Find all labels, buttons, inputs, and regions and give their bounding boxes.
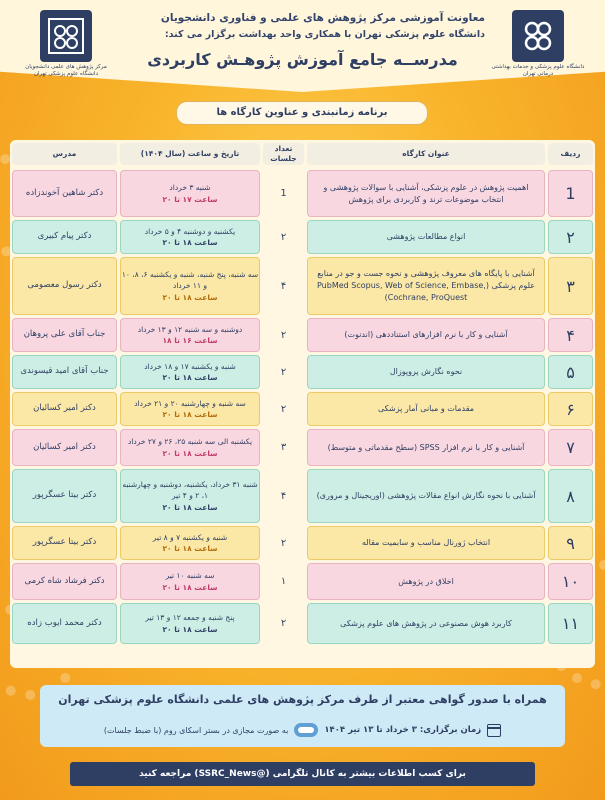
header-name: عنوان کارگاه: [307, 143, 545, 165]
workshop-date: [120, 220, 260, 254]
header-instructor: مدرس: [12, 143, 117, 165]
table-row: [10, 257, 595, 315]
date-text: پنج شنبه و جمعه ۱۲ و ۱۳ تیر: [145, 613, 235, 623]
workshop-date: [120, 392, 260, 426]
session-count: ۲: [280, 403, 287, 415]
workshop-title: آشنایی با نحوه نگارش انواع مقالات پژوهشی (اوریجینال و مروری): [307, 469, 545, 523]
time-text: ساعت ۱۸ تا ۲۰: [162, 238, 218, 247]
table-row: [10, 392, 595, 426]
session-count: ۲: [280, 618, 287, 629]
footer-info-box: [40, 685, 565, 747]
instructor-name: دکتر امیر کسائیان: [12, 429, 117, 466]
logo-right-caption: دانشگاه علوم پزشکی و خدمات بهداشتی درمانی تهران: [491, 64, 585, 78]
time-text: ساعت ۱۸ تا ۲۰: [162, 502, 218, 512]
workshop-title: آشنایی و کار با نرم افزارهای استناددهی (اندنوت): [307, 318, 545, 352]
instructor-name: دکتر بیتا عسگرپور: [12, 526, 117, 560]
workshop-date: [120, 469, 260, 523]
instructor-name: دکتر امیر کسائیان: [12, 392, 117, 426]
workshop-title: انواع مطالعات پژوهشی: [307, 220, 545, 254]
table-row: [10, 170, 595, 217]
session-count: ۳: [280, 442, 287, 453]
row-number: ۳: [548, 257, 593, 315]
instructor-name: دکتر محمد ایوب زاده: [12, 603, 117, 644]
student-research-center-logo: [40, 10, 92, 62]
date-text: شنبه ۳۱ خرداد، یکشنبه، دوشنبه و چهارشنبه ۱، ۲ و ۴ تیر: [122, 480, 258, 501]
instructor-name: دکتر بیتا عسگرپور: [12, 469, 117, 523]
row-number: 1: [548, 170, 593, 217]
session-count: ۲: [280, 329, 287, 341]
logo-emblem-icon: [518, 16, 558, 56]
page-title: مدرســه جامع آموزش پژوهـش کاربردی: [147, 50, 458, 69]
instructor-name: جناب آقای علی پروهان: [12, 318, 117, 352]
header-line-1: معاونت آموزشی مرکز پژوهش های علمی و فناوری دانشجویان: [160, 12, 485, 24]
workshop-date: [120, 603, 260, 644]
table-row: [10, 603, 595, 644]
session-count: ۴: [280, 490, 287, 502]
instructor-name: دکتر شاهین آخوندزاده: [12, 170, 117, 217]
row-number: ۱۰: [548, 563, 593, 600]
time-text: ساعت ۱۸ تا ۲۰: [162, 448, 218, 458]
header-line-2: دانشگاه علوم پزشکی تهران با همکاری واحد بهداشت برگزار می کند:: [164, 29, 485, 40]
workshop-title: اهمیت پژوهش در علوم پزشکی، آشنایی با سوالات پژوهشی و انتخاب موضوعات ترند و کاربردی برای پژوهش: [307, 170, 545, 217]
date-text: سه شنبه ۱۰ تیر: [165, 571, 215, 581]
workshop-date: [120, 318, 260, 352]
session-count: ۲: [280, 366, 287, 378]
date-text: یکشنبه و دوشنبه ۴ و ۵ خرداد: [144, 226, 236, 236]
cloud-icon: [294, 723, 318, 737]
time-text: ساعت ۱۸ تا ۲۰: [162, 292, 218, 302]
workshop-title: آشنایی و کار با نرم افزار SPSS (سطح مقدماتی و متوسط): [307, 429, 545, 466]
footer-info-row: [50, 721, 555, 739]
instructor-name: دکتر پیام کبیری: [12, 220, 117, 254]
session-count: 1: [280, 188, 287, 199]
workshop-title: آشنایی با پایگاه های معروف پژوهشی و نحوه جست و جو در منابع علوم پزشکی (PubMed Scopus, Web of Science, Embase, Cochrane, ProQuest): [307, 257, 545, 315]
session-count: ۱: [280, 576, 287, 587]
time-text: ساعت ۱۸ تا ۲۰: [162, 373, 218, 382]
time-text: ساعت ۱۸ تا ۲۰: [162, 544, 218, 553]
row-number: ۴: [548, 318, 593, 352]
table-row: [10, 318, 595, 352]
logo-emblem-icon: [46, 16, 86, 56]
certificate-text: همراه با صدور گواهی معتبر از طرف مرکز پژوهش های علمی دانشگاه علوم پزشکی تهران: [58, 693, 547, 706]
date-text: دوشنبه و سه شنبه ۱۲ و ۱۳ خرداد: [137, 324, 243, 334]
schedule-table: [10, 140, 595, 668]
telegram-channel-bar: برای کسب اطلاعات بیشتر به کانال تلگرامی (@SSRC_News) مراجعه کنید: [70, 762, 535, 786]
date-range-text: زمان برگزاری: ۳ خرداد تا ۱۳ تیر ۱۴۰۴: [324, 725, 482, 735]
date-text: شنبه و یکشنبه ۷ و ۸ تیر: [152, 532, 228, 542]
calendar-icon: [487, 724, 501, 737]
delivery-mode-text: به صورت مجازی در بستر اسکای روم (با ضبط جلسات): [103, 725, 289, 735]
header-num: ردیف: [548, 143, 593, 165]
row-number: ۹: [548, 526, 593, 560]
workshop-date: [120, 563, 260, 600]
table-row: [10, 469, 595, 523]
session-count: ۲: [280, 231, 287, 243]
table-row: [10, 355, 595, 389]
session-count: ۲: [280, 537, 287, 549]
row-number: ۱۱: [548, 603, 593, 644]
workshop-date: [120, 526, 260, 560]
instructor-name: جناب آقای امید قیسوندی: [12, 355, 117, 389]
workshop-title: نحوه نگارش پروپوزال: [307, 355, 545, 389]
row-number: ۸: [548, 469, 593, 523]
workshop-title: مقدمات و مبانی آمار پزشکی: [307, 392, 545, 426]
time-text: ساعت ۱۸ تا ۲۰: [162, 582, 218, 592]
header-date: تاریخ و ساعت (سال ۱۴۰۴): [120, 143, 260, 165]
session-count: ۴: [280, 280, 287, 292]
table-row: [10, 429, 595, 466]
schedule-subtitle: برنامه زمانبندی و عناوین کارگاه ها: [176, 101, 428, 125]
workshop-title: انتخاب ژورنال مناسب و سابمیت مقاله: [307, 526, 545, 560]
table-header-row: [10, 143, 595, 165]
instructor-name: دکتر رسول معصومی: [12, 257, 117, 315]
table-row: [10, 526, 595, 560]
time-text: ساعت ۱۸ تا ۲۰: [162, 624, 218, 634]
logo-left-caption: مرکز پژوهش های علمی دانشجویان دانشگاه علوم پزشکی تهران: [25, 64, 107, 78]
row-number: ۶: [548, 392, 593, 426]
instructor-name: دکتر فرشاد شاه کرمی: [12, 563, 117, 600]
workshop-title: اخلاق در پژوهش: [307, 563, 545, 600]
workshop-title: کاربرد هوش مصنوعی در پژوهش های علوم پزشکی: [307, 603, 545, 644]
time-text: ساعت ۱۸ تا ۲۰: [162, 410, 218, 419]
date-text: سه شنبه، پنج شنبه، شنبه و یکشنبه ۶، ۸، ۱۰ و ۱۱ خرداد: [121, 270, 259, 291]
date-text: شنبه ۳ خرداد: [169, 183, 211, 193]
date-text: شنبه و یکشنبه ۱۷ و ۱۸ خرداد: [144, 361, 236, 371]
date-text: یکشنبه الی سه شنبه ۲۵، ۲۶ و ۲۷ خرداد: [127, 437, 253, 447]
date-text: سه شنبه و چهارشنبه ۲۰ و ۲۱ خرداد: [134, 398, 246, 408]
header-sessions: تعداد جلسات: [263, 143, 304, 165]
row-number: ۷: [548, 429, 593, 466]
time-text: ساعت ۱۷ تا ۲۰: [162, 194, 218, 204]
table-row: [10, 563, 595, 600]
table-row: [10, 220, 595, 254]
row-number: ۲: [548, 220, 593, 254]
workshop-date: [120, 429, 260, 466]
workshop-date: [120, 257, 260, 315]
workshop-date: [120, 170, 260, 217]
time-text: ساعت ۱۶ تا ۱۸: [162, 336, 218, 345]
row-number: ۵: [548, 355, 593, 389]
workshop-date: [120, 355, 260, 389]
university-logo: [512, 10, 564, 62]
